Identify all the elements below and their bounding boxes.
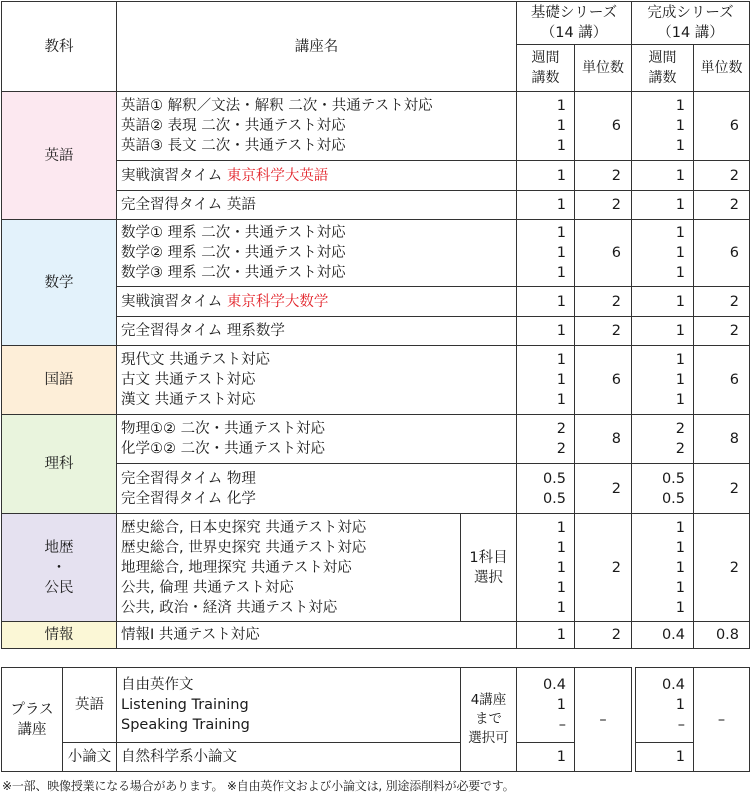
- civics-kiso-units: 2: [575, 514, 632, 622]
- japanese-courses: 現代文 共通テスト対応 古文 共通テスト対応 漢文 共通テスト対応: [117, 346, 517, 415]
- header-kiso-units: 単位数: [575, 45, 632, 92]
- info-course: 情報Ⅰ 共通テスト対応: [117, 622, 517, 649]
- plus-label: プラス 講座: [2, 668, 63, 772]
- footnote: ※一部、映像授業になる場合があります。 ※自由英作文および小論文は, 別途添削料が必要です。: [2, 779, 515, 793]
- kansei-series-label: 完成シリーズ: [647, 5, 734, 21]
- header-kansei-series: [632, 2, 750, 45]
- japanese-kiso-units: 6: [575, 346, 632, 415]
- japanese-kiso-weekly: 1 1 1: [517, 346, 575, 415]
- header-kiso-series: [517, 2, 632, 45]
- english-kansei-units: 6: [694, 92, 750, 161]
- english-kansei-weekly: 1 1 1: [632, 92, 694, 161]
- subject-civics: 地歴 ・ 公民: [2, 514, 117, 622]
- plus-english-label: 英語: [63, 668, 117, 743]
- plus-select-note: 4講座 まで 選択可: [461, 668, 517, 772]
- english-jissen: 実戦演習タイム 東京科学大英語: [117, 161, 517, 191]
- header-kansei-units: 単位数: [694, 45, 750, 92]
- plus-kiso-units: –: [575, 668, 632, 772]
- civics-kansei-units: 2: [694, 514, 750, 622]
- science-kanzen: 完全習得タイム 物理 完全習得タイム 化学: [117, 464, 517, 514]
- header-course-name: 講座名: [117, 2, 517, 92]
- japanese-kansei-weekly: 1 1 1: [632, 346, 694, 415]
- math-jissen-highlight: 東京科学大数学: [226, 293, 329, 310]
- math-kanzen: 完全習得タイム 理系数学: [117, 317, 517, 346]
- subject-japanese: 国語: [2, 346, 117, 415]
- kansei-series-count: （14 講）: [657, 25, 724, 41]
- civics-select-note: 1科目 選択: [461, 514, 517, 622]
- subject-math: 数学: [2, 220, 117, 346]
- subject-science: 理科: [2, 415, 117, 514]
- header-kansei-weekly: 週間 講数: [632, 45, 694, 92]
- english-kiso-weekly: 1 1 1: [517, 92, 575, 161]
- science-kiso-weekly: 2 2: [517, 415, 575, 464]
- subject-english: 英語: [2, 92, 117, 220]
- header-kiso-weekly: 週間 講数: [517, 45, 575, 92]
- plus-kansei-units: –: [694, 668, 750, 772]
- plus-essay-course: 自然科学系小論文: [117, 743, 461, 772]
- science-kiso-units: 8: [575, 415, 632, 464]
- plus-english-courses: 自由英作文 Listening Training Speaking Training: [117, 668, 461, 743]
- math-kiso-units: 6: [575, 220, 632, 287]
- course-table: 教科 講座名 基礎シリーズ （14 講） 完成シリーズ （14 講） 週間 講数 単位数 週間 講数 単位数 英語 英語① 解釈／文法・解釈 二次・共通テスト対応 英語② 表現 二次・共通テスト対応 英語③ 長文 二次・共通テスト対応 1 1 1 6 1 1 1 6 実戦演習タイム 東京科学大英語 1 2 1 2 完全習得タイム 英語 1 2 1 2 数学 数学① 理系 二次・共通テスト対応 数学② 理系 二次・共通テスト対応 数学③ 理系 二次・共通テスト対応 1 1 1 6 1 1 1 6 実戦演習タイム 東京科学大数学 1 2 1 2 完全習得タイム 理系数学 1 2 1 2 国語 現代文 共通テスト対応 古文 共通テスト対応 漢文 共通テスト対応 1 1 1 6 1 1 1 6 理科 物理①② 二次・共通テスト対応 化学①② 二次・共通テスト対応 2 2 8 2 2 8 完全習得タイム 物理 完全習得タイム 化学 0.5 0.5 2 0.5 0.5 2 地歴 ・ 公民 歴史総合, 日本史探究 共通テスト対応 歴史総合, 世界史探究 共通テスト対応 地理総合, 地理探究 共通テスト対応 公共, 倫理 共通テスト対応 公共, 政治・経済 共通テスト対応 1科目 選択 1 1 1 1 1 2 1 1 1 1 1 2 情報 情報Ⅰ 共通テスト対応 1 2 0.4 0.8: [1, 1, 750, 649]
- english-courses: 英語① 解釈／文法・解釈 二次・共通テスト対応 英語② 表現 二次・共通テスト対応 英語③ 長文 二次・共通テスト対応: [117, 92, 517, 161]
- subject-info: 情報: [2, 622, 117, 649]
- science-kansei-units: 8: [694, 415, 750, 464]
- math-kansei-units: 6: [694, 220, 750, 287]
- math-kansei-weekly: 1 1 1: [632, 220, 694, 287]
- civics-kansei-weekly: 1 1 1 1 1: [632, 514, 694, 622]
- kiso-series-count: （14 講）: [540, 25, 608, 41]
- math-jissen: 実戦演習タイム 東京科学大数学: [117, 287, 517, 317]
- header-subject: 教科: [2, 2, 117, 92]
- civics-kiso-weekly: 1 1 1 1 1: [517, 514, 575, 622]
- plus-course-table: プラス 講座 英語 自由英作文 Listening Training Speaking Training 4講座 まで 選択可 0.4 1 – – 0.4 1 – – 小論文 自然科学系小論文 1 1: [1, 667, 750, 772]
- plus-essay-label: 小論文: [63, 743, 117, 772]
- math-kiso-weekly: 1 1 1: [517, 220, 575, 287]
- plus-kansei-weekly: 0.4 1 –: [636, 668, 694, 743]
- kiso-series-label: 基礎シリーズ: [530, 5, 618, 21]
- plus-kiso-weekly: 0.4 1 –: [517, 668, 575, 743]
- science-kansei-weekly: 2 2: [632, 415, 694, 464]
- civics-courses: 歴史総合, 日本史探究 共通テスト対応 歴史総合, 世界史探究 共通テスト対応 地理総合, 地理探究 共通テスト対応 公共, 倫理 共通テスト対応 公共, 政治・経済 共通テスト対応: [117, 514, 461, 622]
- english-jissen-highlight: 東京科学大英語: [226, 167, 329, 184]
- japanese-kansei-units: 6: [694, 346, 750, 415]
- english-kanzen: 完全習得タイム 英語: [117, 191, 517, 220]
- math-courses: 数学① 理系 二次・共通テスト対応 数学② 理系 二次・共通テスト対応 数学③ 理系 二次・共通テスト対応: [117, 220, 517, 287]
- science-courses: 物理①② 二次・共通テスト対応 化学①② 二次・共通テスト対応: [117, 415, 517, 464]
- english-kiso-units: 6: [575, 92, 632, 161]
